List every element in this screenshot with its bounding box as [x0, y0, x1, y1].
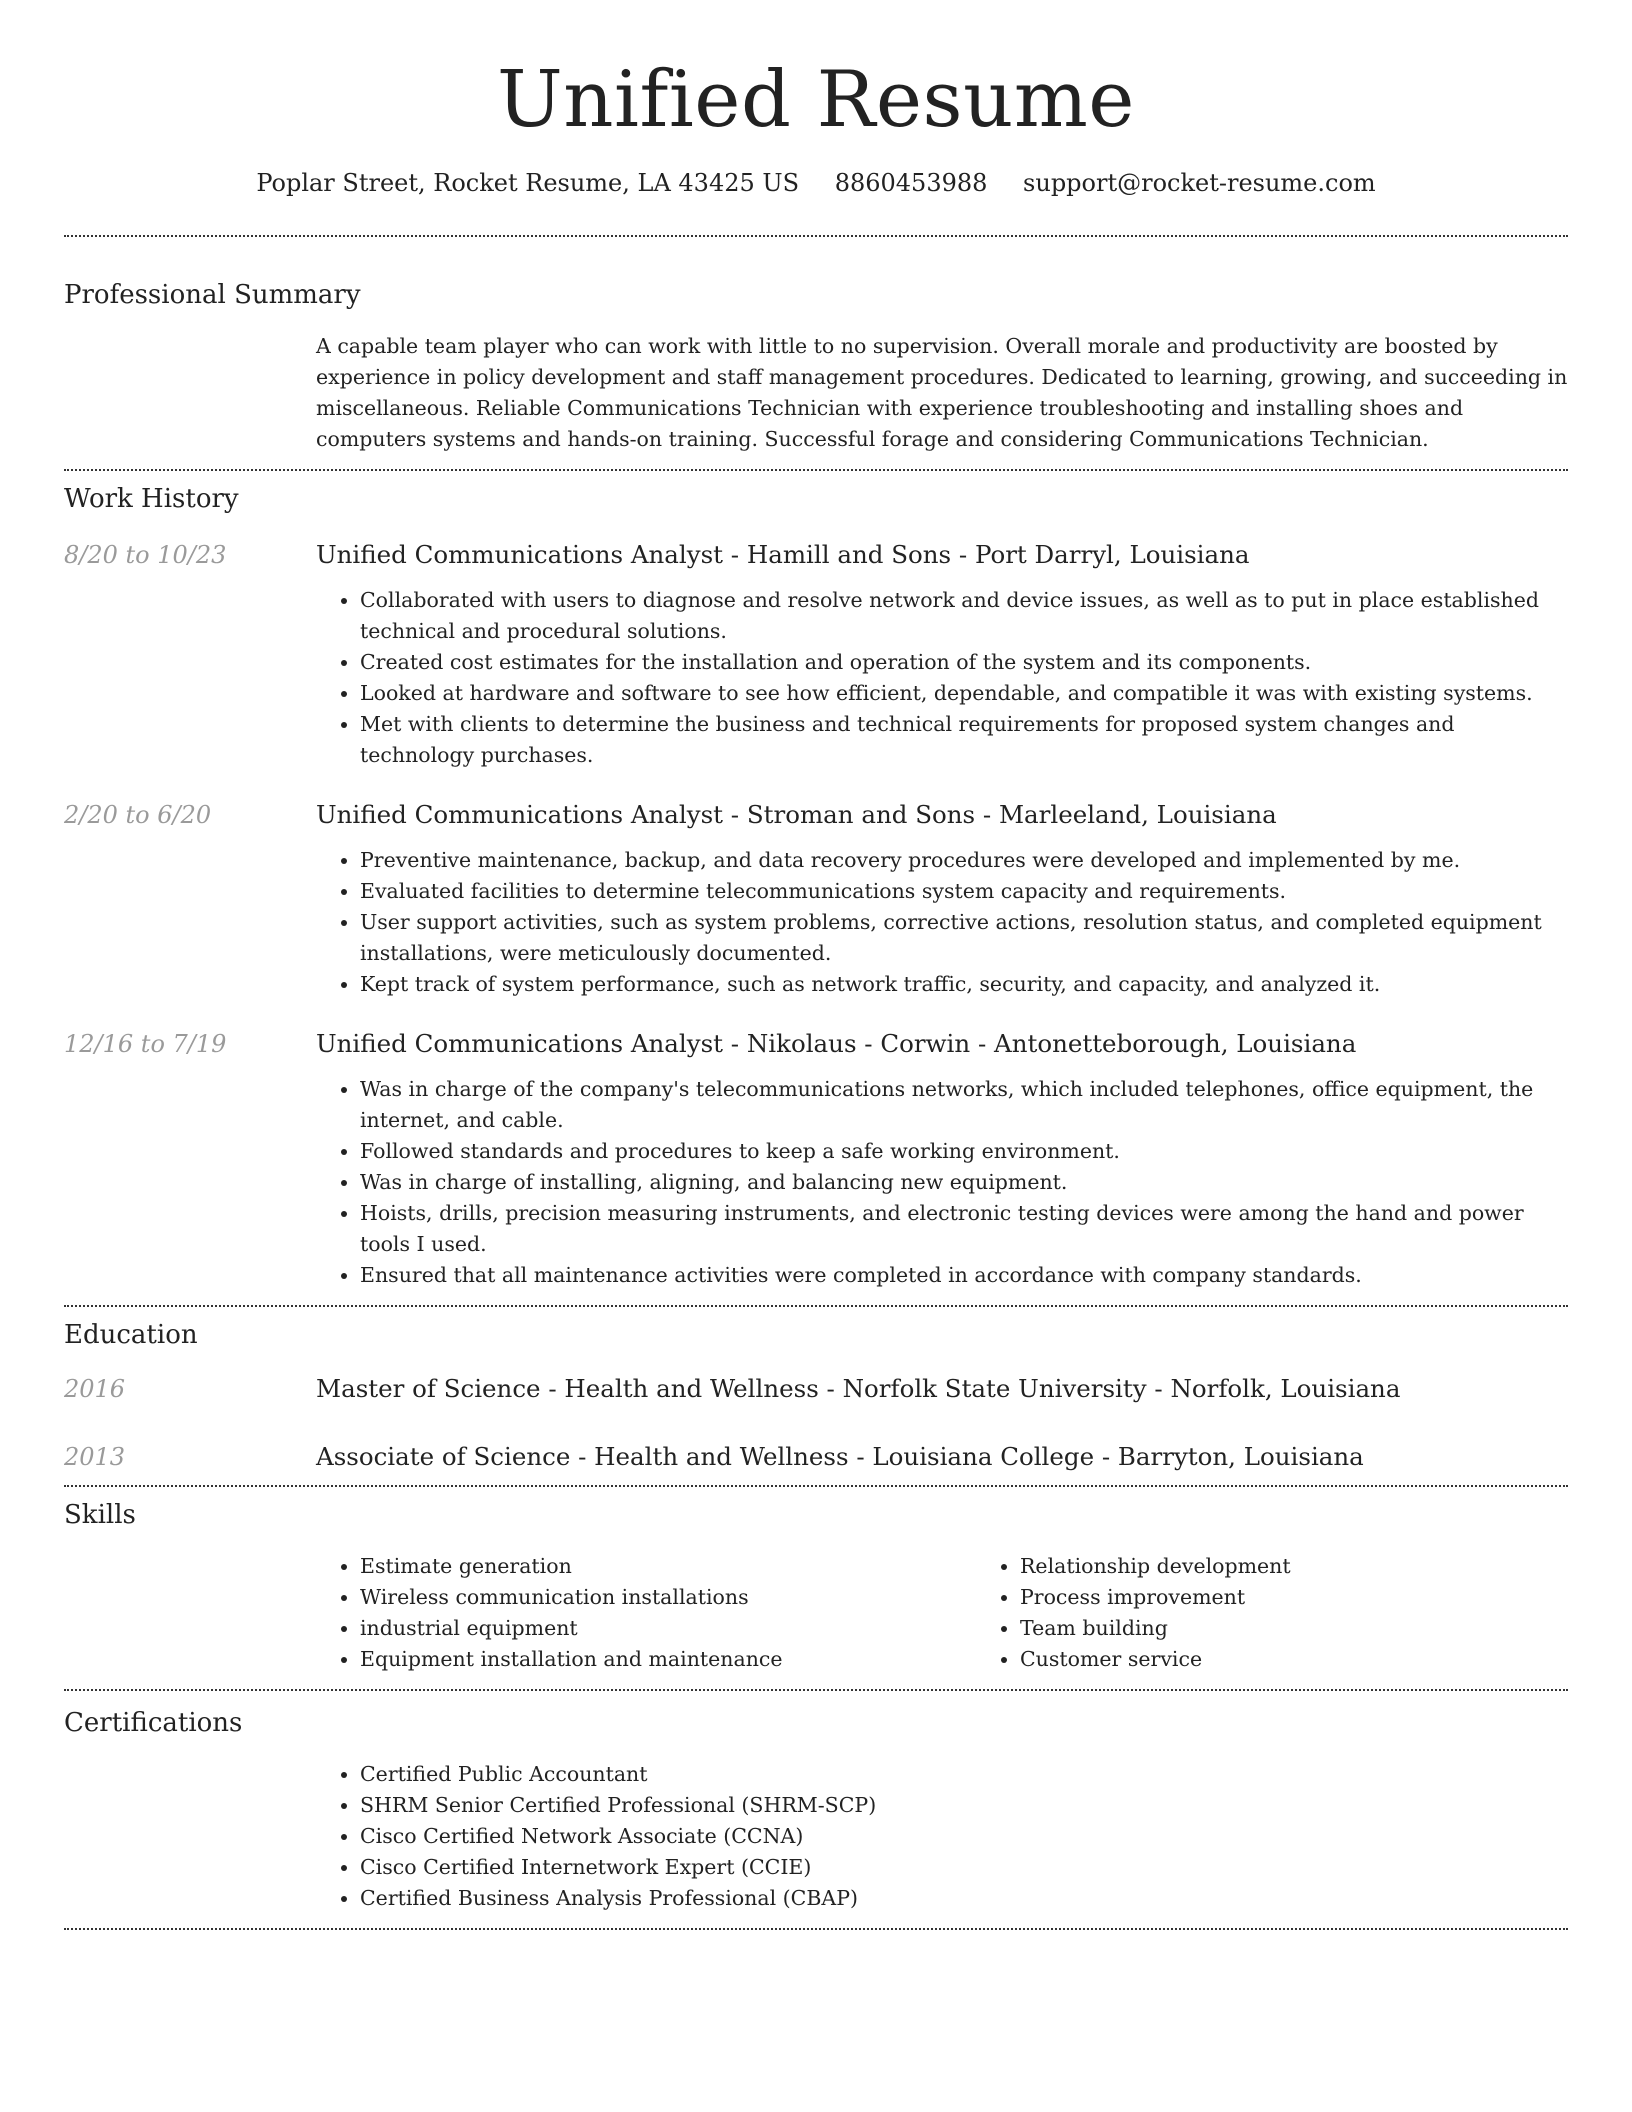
job-entry: [64, 799, 1568, 1000]
divider: [64, 1928, 1568, 1930]
list-item: • User support activities, such as system problems, corrective actions, resolution status, and completed equipment installations, were meticulously documented.: [360, 907, 1568, 969]
job-entry: [64, 539, 1568, 771]
candidate-name: Unified Resume: [497, 55, 1135, 145]
job-heading: Unified Communications Analyst - Hamill and Sons - Port Darryl, Louisiana: [316, 540, 1250, 569]
resume-header: [64, 0, 1568, 199]
contact-line: [64, 167, 1568, 199]
list-item: • Team building: [1020, 1613, 1291, 1644]
list-item: • Cisco Certified Internetwork Expert (CCIE): [360, 1852, 1568, 1883]
section-title: Certifications: [64, 1708, 243, 1738]
list-item: • Customer service: [1020, 1644, 1291, 1675]
list-item: • Evaluated facilities to determine telecommunications system capacity and requirements.: [360, 876, 1568, 907]
list-item: • Ensured that all maintenance activities were completed in accordance with company standards.: [360, 1260, 1568, 1291]
job-heading: Unified Communications Analyst - Nikolaus - Corwin - Antonetteborough, Louisiana: [316, 1029, 1357, 1058]
certifications-section: [64, 1691, 1568, 1928]
education-heading: Associate of Science - Health and Wellness - Louisiana College - Barryton, Louisiana: [316, 1442, 1364, 1471]
list-item: • Was in charge of installing, aligning, and balancing new equipment.: [360, 1167, 1568, 1198]
job-bullets: [316, 1074, 1568, 1291]
list-item: • Certified Public Accountant: [360, 1759, 1568, 1790]
job-entry: [64, 1028, 1568, 1305]
list-item: • Equipment installation and maintenance: [360, 1644, 976, 1675]
list-item: • Followed standards and procedures to keep a safe working environment.: [360, 1136, 1568, 1167]
job-dates: 2/20 to 6/20: [64, 801, 212, 829]
skills-list-right: [976, 1551, 1291, 1675]
phone: 8860453988: [834, 169, 988, 197]
skills-list-left: [316, 1551, 976, 1675]
list-item: • Looked at hardware and software to see how efficient, dependable, and compatible it was with existing systems.: [360, 678, 1568, 709]
list-item: • Estimate generation: [360, 1551, 976, 1582]
list-item: • Process improvement: [1020, 1582, 1291, 1613]
education-entry: [64, 1441, 1568, 1485]
job-dates: 12/16 to 7/19: [64, 1030, 227, 1058]
summary-section: [64, 237, 1568, 469]
education-entry: [64, 1373, 1568, 1405]
work-history-section: [64, 471, 1568, 1305]
skills-section: [64, 1487, 1568, 1689]
list-item: • Was in charge of the company's telecommunications networks, which included telephones, office equipment, the internet, and cable.: [360, 1074, 1568, 1136]
list-item: • Kept track of system performance, such as network traffic, security, and capacity, and analyzed it.: [360, 969, 1568, 1000]
job-bullets: [316, 585, 1568, 771]
job-dates: 8/20 to 10/23: [64, 541, 227, 569]
education-year: 2016: [64, 1375, 126, 1403]
education-heading: Master of Science - Health and Wellness - Norfolk State University - Norfolk, Louisiana: [316, 1374, 1401, 1403]
list-item: • Cisco Certified Network Associate (CCNA): [360, 1821, 1568, 1852]
list-item: • Hoists, drills, precision measuring instruments, and electronic testing devices were among the hand and power tools I used.: [360, 1198, 1568, 1260]
list-item: • Preventive maintenance, backup, and data recovery procedures were developed and implemented by me.: [360, 845, 1568, 876]
list-item: • Relationship development: [1020, 1551, 1291, 1582]
certifications-list: [316, 1759, 1568, 1914]
list-item: • Met with clients to determine the business and technical requirements for proposed system changes and technology purchases.: [360, 709, 1568, 771]
list-item: • SHRM Senior Certified Professional (SHRM-SCP): [360, 1790, 1568, 1821]
section-title: Professional Summary: [64, 280, 361, 310]
job-bullets: [316, 845, 1568, 1000]
email: support@rocket-resume.com: [1023, 169, 1376, 197]
section-title: Skills: [64, 1500, 136, 1530]
education-year: 2013: [64, 1443, 126, 1471]
list-item: • Wireless communication installations: [360, 1582, 976, 1613]
education-section: [64, 1307, 1568, 1485]
list-item: • Certified Business Analysis Professional (CBAP): [360, 1883, 1568, 1914]
list-item: • Created cost estimates for the installation and operation of the system and its components.: [360, 647, 1568, 678]
list-item: • industrial equipment: [360, 1613, 976, 1644]
section-title: Work History: [64, 484, 239, 514]
summary-text: A capable team player who can work with little to no supervision. Overall morale and productivity are boosted by experience in policy development and staff management procedures. Dedicated to learning, growing, and succeeding in miscellaneous. Reliable Communications Technician with experience troubleshooting and installing shoes and computers systems and hands-on training. Successful forage and considering Communications Technician.: [316, 334, 1568, 451]
section-title: Education: [64, 1320, 198, 1350]
job-heading: Unified Communications Analyst - Stroman and Sons - Marleeland, Louisiana: [316, 800, 1277, 829]
address: Poplar Street, Rocket Resume, LA 43425 US: [256, 169, 800, 197]
list-item: • Collaborated with users to diagnose and resolve network and device issues, as well as to put in place established technical and procedural solutions.: [360, 585, 1568, 647]
